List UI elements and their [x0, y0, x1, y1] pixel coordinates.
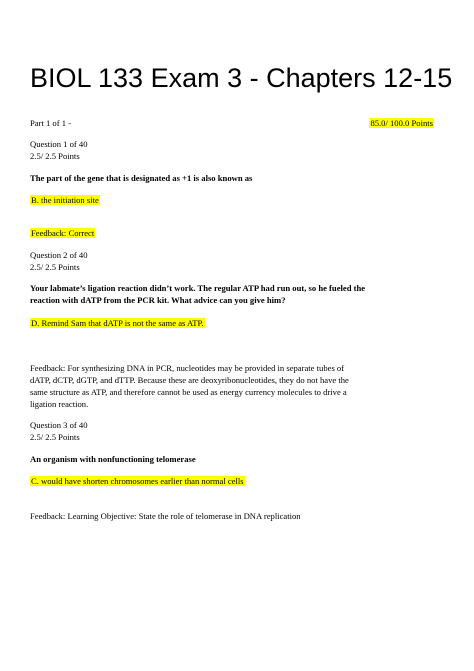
question-2-feedback-line-1: Feedback: For synthesizing DNA in PCR, nucleotides may be provided in separate tubes of: [30, 363, 345, 373]
question-2-feedback-line-4: ligation reaction.: [30, 399, 89, 409]
page-title: BIOL 133 Exam 3 - Chapters 12-15: [30, 63, 453, 93]
question-3-answer-text: C. would have shorten chromosomes earlier than normal cells: [31, 476, 244, 486]
question-2-answer-text: D. Remind Sam that dATP is not the same as ATP.: [31, 318, 204, 328]
question-3-number: Question 3 of 40: [30, 420, 88, 430]
score-text: 85.0/ 100.0 Points: [370, 118, 433, 128]
question-2-answer: [30, 318, 205, 330]
score-badge: [369, 118, 434, 130]
question-1-prompt: The part of the gene that is designated as +1 is also known as: [30, 173, 253, 183]
question-3-prompt: An organism with nonfunctioning telomerase: [30, 454, 196, 464]
question-3-answer: [30, 476, 245, 488]
question-1-number: Question 1 of 40: [30, 139, 88, 149]
question-1-points: 2.5/ 2.5 Points: [30, 151, 80, 161]
part-label: Part 1 of 1 -: [30, 118, 72, 128]
question-3-feedback: Feedback: Learning Objective: State the role of telomerase in DNA replication: [30, 511, 301, 521]
question-2-feedback-line-3: same structure as ATP, and therefore cannot be used as energy currency molecules to drive a: [30, 387, 347, 397]
question-2-prompt-line-2: reaction with dATP from the PCR kit. What advice can you give him?: [30, 295, 286, 305]
question-2-prompt-line-1: Your labmate’s ligation reaction didn’t work. The regular ATP had run out, so he fueled the: [30, 283, 366, 293]
question-1-answer-text: B. the initiation site: [31, 195, 99, 205]
question-2-points: 2.5/ 2.5 Points: [30, 262, 80, 272]
question-1-answer: [30, 195, 100, 207]
question-1-feedback-text: Feedback: Correct: [31, 228, 95, 238]
question-2-feedback-line-2: dATP, dCTP, dGTP, and dTTP. Because these are deoxyribonucleotides, they do not have the: [30, 375, 349, 385]
question-2-number: Question 2 of 40: [30, 250, 88, 260]
question-1-feedback: [30, 228, 95, 240]
question-3-points: 2.5/ 2.5 Points: [30, 432, 80, 442]
